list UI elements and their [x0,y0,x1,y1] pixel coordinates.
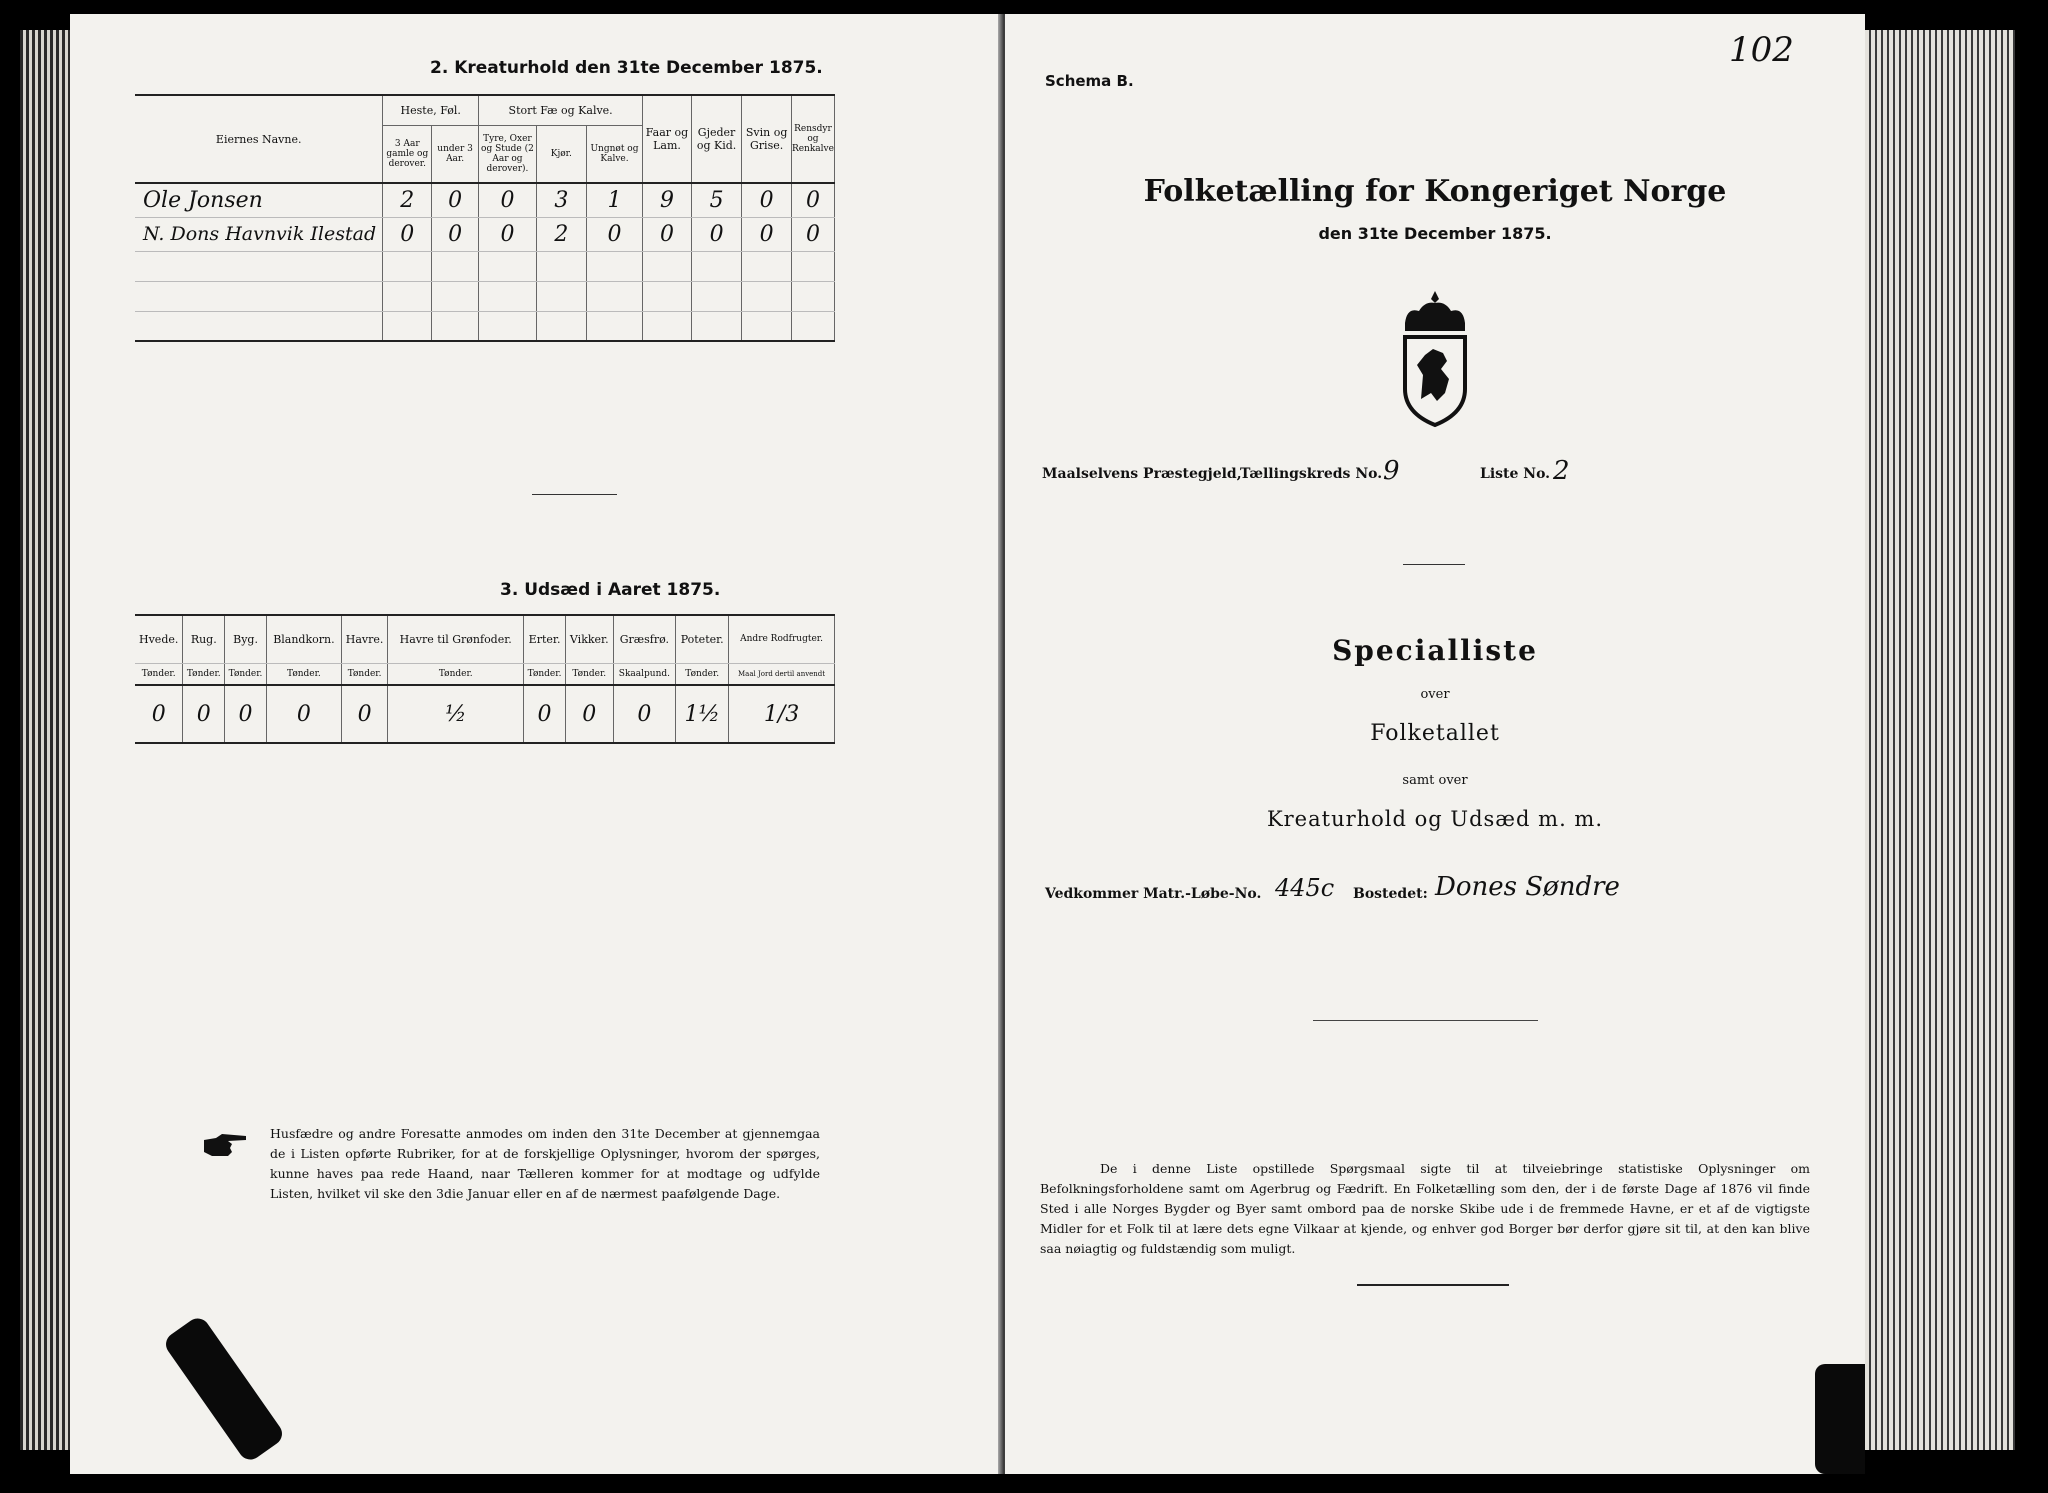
value-cell: 5 [691,183,741,217]
seed-value: 0 [183,685,225,743]
seed-unit: Tønder. [135,663,183,685]
value-cell: 1 [586,183,642,217]
divider [1403,564,1465,565]
value-cell: 0 [742,183,792,217]
divider [1357,1284,1509,1286]
col-tyre: Tyre, Oxer og Stude (2 Aar og derover). [479,125,537,183]
seed-unit: Tønder. [225,663,267,685]
kreds-number: 9 [1383,456,1400,486]
col-heste-under: under 3 Aar. [432,125,479,183]
seed-value: 0 [266,685,341,743]
owner-name: N. Dons Havnvik Ilestad [135,217,383,251]
census-date: den 31te December 1875. [1318,224,1552,243]
seed-unit: Tønder. [266,663,341,685]
seed-unit: Tønder. [341,663,387,685]
pointing-hand-icon [202,1132,248,1162]
seed-value: 1/3 [729,685,835,743]
section2-title: 2. Kreaturhold den 31te December 1875. [430,58,823,78]
value-cell: 0 [742,217,792,251]
col-ungnot: Ungnøt og Kalve. [586,125,642,183]
table-row [135,251,835,281]
seed-table [135,614,835,744]
seed-value: 0 [613,685,676,743]
liste-label: Liste No. [1480,466,1551,482]
notice-text: Husfædre og andre Foresatte anmodes om inden den 31te December at gjennemgaa de i Listen opførte Rubriker, for at de forskjellige Oplysninger, hvorom der spørges, kunne haves paa rede Haand, naar Tælleren kommer for at modtage og udfylde Listen, hvilket vil ske den 3die Januar eller en af de nærmest paafølgende Dage. [270,1126,820,1201]
value-cell: 0 [432,217,479,251]
bosted-value: Dones Søndre [1435,872,1620,902]
seed-value: 0 [225,685,267,743]
seed-value: 0 [565,685,613,743]
value-cell: 2 [383,183,432,217]
page-clip-left [161,1314,286,1464]
value-cell: 0 [691,217,741,251]
table-row [135,183,835,217]
value-cell: 0 [383,217,432,251]
seed-value: 0 [524,685,566,743]
folketallet-label: Folketallet [1370,721,1500,746]
value-cell: 0 [643,217,692,251]
value-cell: 3 [536,183,586,217]
seed-header: Hvede. [135,615,183,663]
section3-title: 3. Udsæd i Aaret 1875. [500,580,721,600]
seed-header: Vikker. [565,615,613,663]
seed-value: ½ [388,685,524,743]
right-page [1005,14,1865,1474]
seed-header: Havre til Grønfoder. [388,615,524,663]
samt-over-label: samt over [1402,773,1468,788]
coat-of-arms-icon [1397,289,1473,433]
main-title: Folketælling for Kongeriget Norge [1143,174,1727,209]
footer-text: De i denne Liste opstillede Spørgsmaal sigte til at tilveiebringe statistiske Oplysninger om Befolkningsforholdene samt om Agerbrug og Fædrift. En Folketælling som den, der i de første Dage af 1876 vil finde Sted i alle Norges Bygder og Byer samt ombord paa de norske Skibe ude i de fremmede Havne, er et af de vigtigste Midler for et Folk til at lære dets egne Vilkaar at kjende, og enhver god Borger bør derfor gjøre sit til, at den kan blive saa nøiagtig og fuldstændig som muligt. [1040,1161,1810,1256]
seed-header: Græsfrø. [613,615,676,663]
kreaturhold-label: Kreaturhold og Udsæd m. m. [1266,807,1604,831]
col-svin: Svin og Grise. [742,95,792,183]
seed-header: Blandkorn. [266,615,341,663]
seed-header: Havre. [341,615,387,663]
group-stort: Stort Fæ og Kalve. [479,95,643,125]
divider [1313,1020,1538,1021]
value-cell: 0 [432,183,479,217]
seed-header: Erter. [524,615,566,663]
schema-label: Schema B. [1045,72,1134,90]
page-number: 102 [1729,30,1794,70]
group-heste: Heste, Føl. [383,95,479,125]
table-row [135,311,835,341]
left-page-stack [20,30,75,1450]
table-row [135,281,835,311]
seed-header: Rug. [183,615,225,663]
seed-value: 1½ [676,685,729,743]
matr-label: Vedkommer Matr.-Løbe-No. [1045,886,1262,902]
seed-unit: Tønder. [676,663,729,685]
value-cell: 0 [791,217,834,251]
seed-header: Byg. [225,615,267,663]
seed-unit: Maal Jord dertil anvendt [729,663,835,685]
col-kjor: Kjør. [536,125,586,183]
col-faar: Faar og Lam. [643,95,692,183]
value-cell: 0 [479,217,537,251]
seed-unit: Skaalpund. [613,663,676,685]
livestock-table [135,94,835,342]
seed-unit: Tønder. [388,663,524,685]
owner-name: Ole Jonsen [135,183,383,217]
col-heste-gamle: 3 Aar gamle og derover. [383,125,432,183]
over-label: over [1420,687,1450,702]
seed-unit: Tønder. [183,663,225,685]
value-cell: 0 [586,217,642,251]
value-cell: 2 [536,217,586,251]
seed-header: Andre Rodfrugter. [729,615,835,663]
prestegjeld-label: Maalselvens Præstegjeld, [1042,466,1242,482]
col-gjeder: Gjeder og Kid. [691,95,741,183]
liste-number: 2 [1553,456,1570,486]
seed-value: 0 [135,685,183,743]
seed-unit: Tønder. [524,663,566,685]
seed-value: 0 [341,685,387,743]
divider [532,494,617,495]
kreds-label: Tællingskreds No. [1240,466,1383,482]
table-row [135,217,835,251]
seed-unit: Tønder. [565,663,613,685]
page-clip-right [1815,1364,1865,1474]
table-row [135,685,835,743]
seed-header: Poteter. [676,615,729,663]
owner-header: Eiernes Navne. [135,95,383,183]
left-page [70,14,1005,1474]
matr-number: 445c [1275,874,1335,902]
value-cell: 0 [791,183,834,217]
right-page-stack [1865,30,2015,1450]
value-cell: 9 [643,183,692,217]
value-cell: 0 [479,183,537,217]
bosted-label: Bostedet: [1353,886,1428,902]
col-rensdyr: Rensdyr og Renkalve [791,95,834,183]
specialliste-title: Specialliste [1332,634,1538,667]
